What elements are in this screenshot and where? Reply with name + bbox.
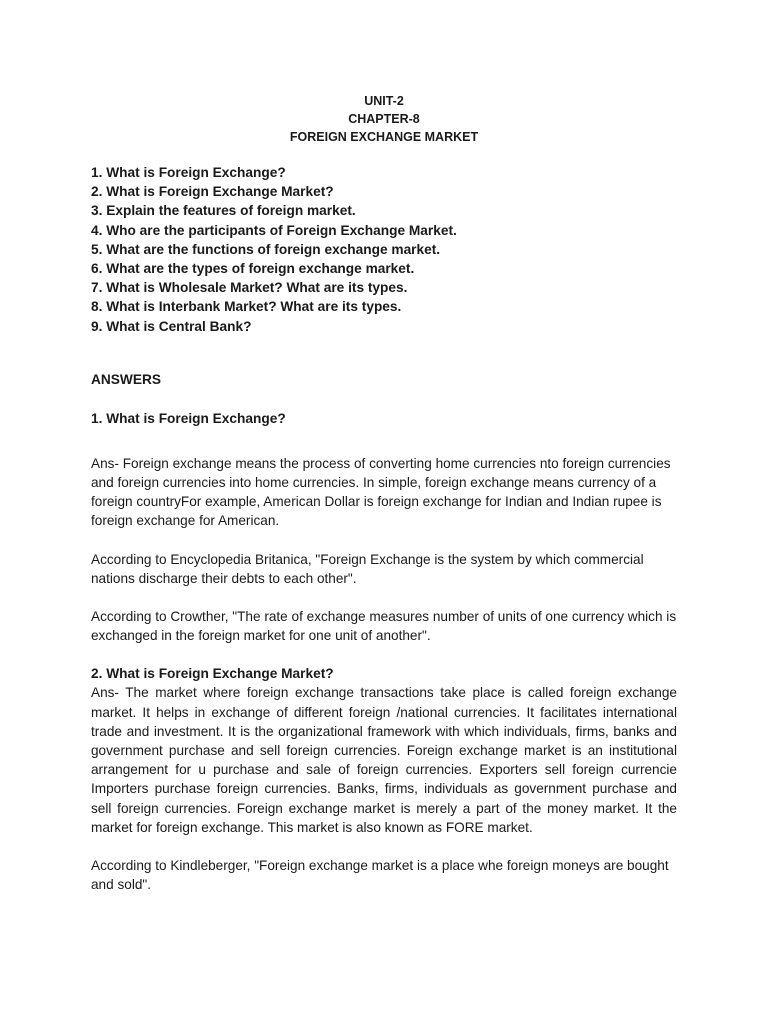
answer-1-quote-britanica: According to Encyclopedia Britanica, "Foreign Exchange is the system by which commercial nations discharge their debts to each other". <box>91 551 644 586</box>
chapter-heading: CHAPTER-8 <box>348 112 420 126</box>
question-item: 6. What are the types of foreign exchange market. <box>91 261 415 277</box>
question-item: 2. What is Foreign Exchange Market? <box>91 184 334 200</box>
document-page <box>91 92 677 894</box>
question-item: 5. What are the functions of foreign exchange market. <box>91 241 441 257</box>
question-item: 9. What is Central Bank? <box>91 318 252 334</box>
answer-2-text: Ans- The market where foreign exchange transactions take place is called foreign exchange market. It helps in exchange of different foreign /national currencies. It facilitates international trade and investment. It is the organizational framework with which individuals, firms, banks and government purchase and sell foreign currencies. Foreign exchange market is an institutional arrangement for u purchase and sale of foreign currencies. Exporters sell foreign currencie Importers purchase foreign currencies. Banks, firms, individuals as government purchase and sell foreign currencies. Foreign exchange market is merely a part of the money market. It the market for foreign exchange. This market is also known as FORE market. <box>91 685 677 835</box>
answer-1-text: Ans- Foreign exchange means the process of converting home currencies nto foreign currencies and foreign currencies into home currencies. In simple, foreign exchange means currency of a foreign countryFor example, American Dollar is foreign exchange for Indian and Indian rupee is foreign exchange for American. <box>91 455 671 529</box>
answer-1-title: 1. What is Foreign Exchange? <box>91 410 286 426</box>
question-item: 1. What is Foreign Exchange? <box>91 165 286 180</box>
question-item: 3. Explain the features of foreign market. <box>91 203 356 219</box>
answers-heading: ANSWERS <box>91 371 161 387</box>
question-list <box>91 163 677 336</box>
unit-heading: UNIT-2 <box>364 94 404 108</box>
answer-1-quote-crowther: According to Crowther, "The rate of exchange measures number of units of one currency which is exchanged in the foreign market for one unit of another". <box>91 609 677 644</box>
answer-2-quote-kindleberger: According to Kindleberger, "Foreign exchange market is a place whe foreign moneys are bought and sold". <box>91 858 669 893</box>
answer-2-title: 2. What is Foreign Exchange Market? <box>91 666 334 682</box>
document-header <box>91 92 677 146</box>
question-item: 8. What is Interbank Market? What are its types. <box>91 299 402 315</box>
question-item: 7. What is Wholesale Market? What are its types. <box>91 280 408 296</box>
document-title: FOREIGN EXCHANGE MARKET <box>289 130 479 144</box>
question-item: 4. Who are the participants of Foreign Exchange Market. <box>91 222 457 238</box>
